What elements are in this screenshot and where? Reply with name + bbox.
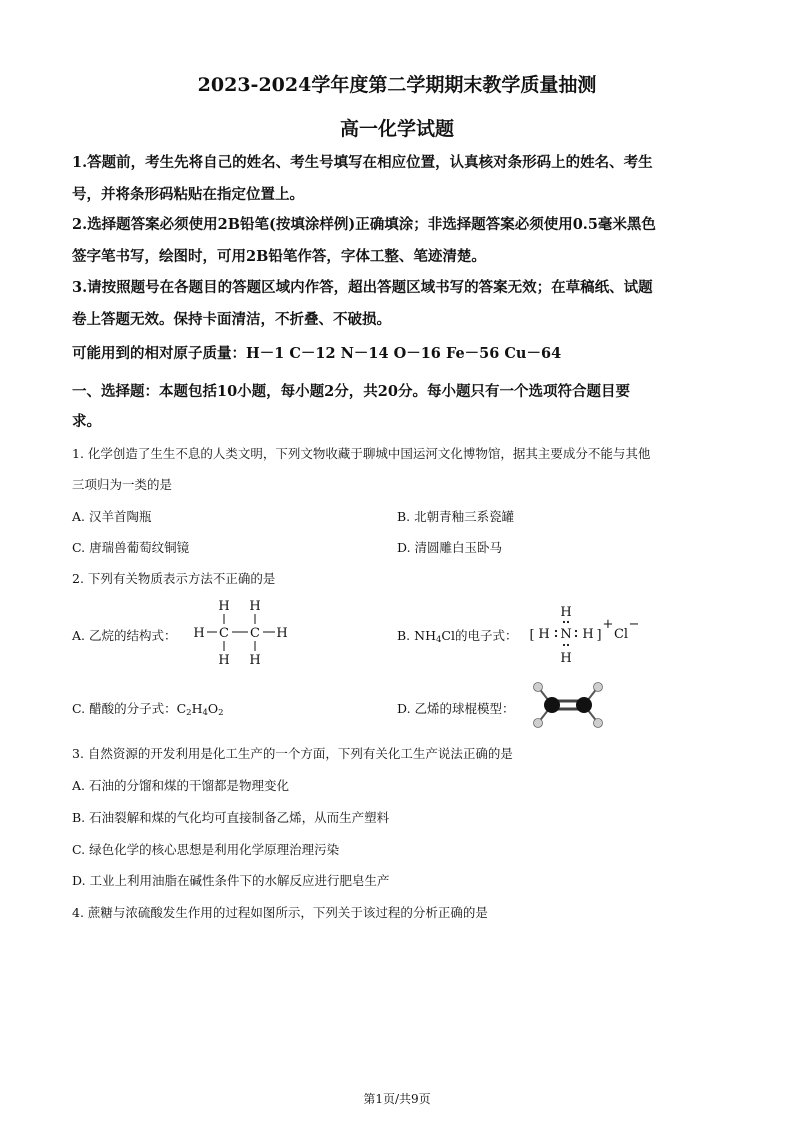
q2-option-b-label: B. $NH_4Cl$的电子式：: [397, 628, 518, 645]
cl-symbol: Cl: [613, 627, 629, 642]
nh4-n: N: [560, 627, 572, 642]
page-subtitle: 高一化学试题: [339, 118, 454, 140]
q4-stem: 4. 蔗糖与浓硫酸发生作用的过程如图所示，下列关于该过程的分析正确的是: [72, 905, 488, 920]
ethane-c-2: C: [250, 626, 260, 641]
instruction-line-2: 号，并将条形码粘贴在指定位置上。: [72, 186, 304, 203]
ethylene-h-atom: [534, 719, 543, 728]
q1-option-d: D. 清圆雕白玉卧马: [397, 540, 503, 555]
nh4-right-bracket: ]: [596, 628, 602, 643]
nh4cl-electron-formula: [526, 600, 646, 668]
ethylene-c-atom: [544, 697, 560, 713]
q3-option-b: B. 石油裂解和煤的气化均可直接制备乙烯，从而生产塑料: [72, 810, 390, 825]
instruction-line-1: 1.答题前，考生先将自己的姓名、考生号填写在相应位置，认真核对条形码上的姓名、考生: [72, 154, 653, 171]
ethane-h-right: H: [276, 626, 288, 641]
q1-stem-line-2: 三项归为一类的是: [72, 477, 173, 492]
ethane-c-1: C: [219, 626, 229, 641]
ethane-h-left: H: [193, 626, 205, 641]
ethane-h-bottom-2: H: [249, 653, 261, 668]
q1-stem-line-1: 1. 化学创造了生生不息的人类文明，下列文物收藏于聊城中国运河文化博物馆，据其主要成分不能与其他: [72, 446, 651, 461]
ethylene-h-atom: [594, 719, 603, 728]
section-heading-line-2: 求。: [72, 413, 101, 430]
q2-option-a-label: A. 乙烷的结构式：: [72, 628, 177, 643]
nh4-h-right: H: [582, 627, 594, 642]
nh4-h-top: H: [560, 605, 572, 620]
instruction-line-4: 签字笔书写，绘图时，可用2B铅笔作答，字体工整、笔迹清楚。: [72, 248, 486, 265]
atomic-masses: 可能用到的相对原子质量：H－1 C－12 N－14 O－16 Fe－56 Cu－64: [72, 345, 562, 362]
ethane-h-top-1: H: [218, 599, 230, 614]
instruction-line-6: 卷上答题无效。保持卡面清洁，不折叠、不破损。: [72, 311, 391, 328]
q3-option-c: C. 绿色化学的核心思想是利用化学原理治理污染: [72, 842, 340, 857]
q1-option-a: A. 汉羊首陶瓶: [72, 509, 152, 524]
ethylene-c-atom: [576, 697, 592, 713]
instruction-line-5: 3.请按照题号在各题目的答题区域内作答，超出答题区域书写的答案无效；在草稿纸、试题: [72, 279, 653, 296]
page-footer: 第1页/共9页: [363, 1092, 431, 1106]
cl-charge: −: [628, 617, 640, 632]
nh4-charge: +: [602, 617, 614, 632]
instruction-line-3: 2.选择题答案必须使用2B铅笔(按填涂样例)正确填涂；非选择题答案必须使用0.5毫米黑色: [72, 216, 656, 233]
ethane-h-top-2: H: [249, 599, 261, 614]
page-title: 2023-2024学年度第二学期期末教学质量抽测: [197, 74, 597, 96]
nh4-h-bottom: H: [560, 651, 572, 666]
q1-option-c: C. 唐瑞兽葡萄纹铜镜: [72, 540, 190, 555]
q2-stem: 2. 下列有关物质表示方法不正确的是: [72, 571, 276, 586]
q1-option-b: B. 北朝青釉三系瓷罐: [397, 509, 515, 524]
q3-stem: 3. 自然资源的开发利用是化工生产的一个方面，下列有关化工生产说法正确的是: [72, 746, 513, 761]
ethylene-h-atom: [594, 683, 603, 692]
ethylene-ball-stick-model: [528, 680, 608, 730]
ethane-h-bottom-1: H: [218, 653, 230, 668]
q3-option-d: D. 工业上利用油脂在碱性条件下的水解反应进行肥皂生产: [72, 873, 390, 888]
nh4-h-left: H: [538, 627, 550, 642]
section-heading-line-1: 一、选择题：本题包括10小题，每小题2分，共20分。每小题只有一个选项符合题目要: [72, 383, 630, 400]
ethylene-h-atom: [534, 683, 543, 692]
ethane-structural-formula: [188, 596, 308, 670]
q2-option-d-label: D. 乙烯的球棍模型：: [397, 701, 515, 716]
q2-option-c: C. 醋酸的分子式：$C_2H_4O_2$: [72, 701, 224, 718]
nh4-left-bracket: [: [529, 628, 535, 643]
q3-option-a: A. 石油的分馏和煤的干馏都是物理变化: [72, 778, 289, 793]
